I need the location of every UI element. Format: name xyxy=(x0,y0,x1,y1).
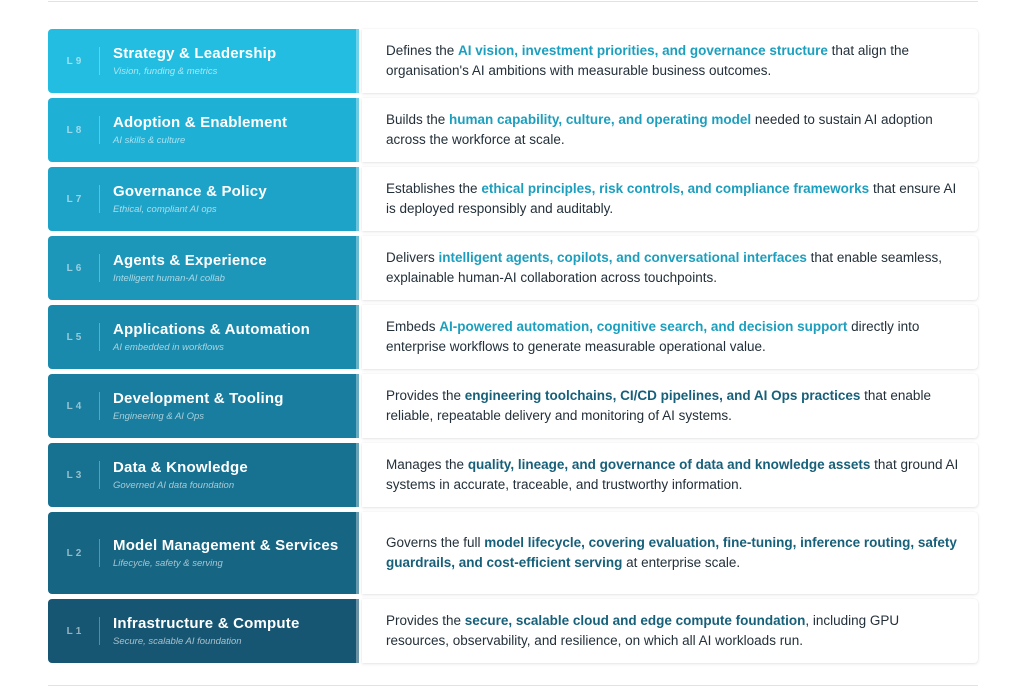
description-highlight: quality, lineage, and governance of data and knowledge assets xyxy=(467,456,871,472)
layer-subtitle: Ethical, compliant AI ops xyxy=(113,204,217,215)
level-badge: L3 xyxy=(66,469,85,481)
layer-l2 xyxy=(48,512,978,594)
description-text: that enable seamless, explainable human-AI collaboration across touchpoints. xyxy=(386,249,942,285)
top-divider xyxy=(48,1,978,2)
layer-label-l6 xyxy=(48,236,359,300)
layer-title: Agents & Experience xyxy=(113,252,267,269)
layer-label-l9 xyxy=(48,29,359,93)
description-text: , including GPU resources, observability, and resilience, on which all AI workloads run. xyxy=(386,612,900,648)
layer-description-l2 xyxy=(362,512,978,594)
layer-subtitle: AI skills & culture xyxy=(113,135,186,146)
layer-l9 xyxy=(48,29,978,93)
layer-subtitle: Lifecycle, safety & serving xyxy=(113,558,223,569)
description-text: that ensure AI is deployed responsibly and auditably. xyxy=(386,180,957,216)
layer-description-l3 xyxy=(362,443,978,507)
layer-l7 xyxy=(48,167,978,231)
description-text: Governs the full xyxy=(386,534,485,550)
layer-label-l5 xyxy=(48,305,359,369)
level-badge: L2 xyxy=(66,547,85,559)
layer-l5 xyxy=(48,305,978,369)
description-highlight: engineering toolchains, CI/CD pipelines, and AI Ops practices xyxy=(464,387,861,403)
layer-title: Model Management & Services xyxy=(113,537,339,554)
layer-subtitle: Engineering & AI Ops xyxy=(113,411,205,422)
description-highlight: AI-powered automation, cognitive search, and decision support xyxy=(439,318,848,334)
description-text: directly into enterprise workflows to generate measurable operational value. xyxy=(386,318,920,354)
layer-title: Applications & Automation xyxy=(113,321,310,338)
level-badge: L8 xyxy=(66,124,85,136)
description-highlight: intelligent agents, copilots, and conversational interfaces xyxy=(438,249,807,265)
description-text: Provides the xyxy=(386,612,465,628)
bottom-divider xyxy=(48,685,978,686)
level-badge: L7 xyxy=(66,193,85,205)
level-badge: L4 xyxy=(66,400,85,412)
layer-description-l6 xyxy=(362,236,978,300)
description-text: Embeds xyxy=(386,318,440,334)
layer-label-l7 xyxy=(48,167,359,231)
description-text: Manages the xyxy=(386,456,468,472)
layer-stack xyxy=(48,29,978,663)
layer-description-l1 xyxy=(362,599,978,663)
layer-subtitle: Secure, scalable AI foundation xyxy=(113,636,242,647)
layer-l4 xyxy=(48,374,978,438)
level-badge: L6 xyxy=(66,262,85,274)
level-badge: L1 xyxy=(66,625,85,637)
layer-subtitle: Intelligent human-AI collab xyxy=(113,273,225,284)
layer-l1 xyxy=(48,599,978,663)
layer-l6 xyxy=(48,236,978,300)
description-text: that align the organisation's AI ambitions with measurable business outcomes. xyxy=(386,42,909,78)
description-text: Delivers xyxy=(386,249,439,265)
description-text: Builds the xyxy=(386,111,450,127)
description-text: that ground AI systems in accurate, traceable, and trustworthy information. xyxy=(386,456,959,492)
layer-title: Governance & Policy xyxy=(113,183,267,200)
layer-label-l8 xyxy=(48,98,359,162)
layer-title: Development & Tooling xyxy=(113,390,284,407)
description-text: needed to sustain AI adoption across the workforce at scale. xyxy=(386,111,933,147)
description-highlight: secure, scalable cloud and edge compute foundation xyxy=(464,612,806,628)
description-text: Establishes the xyxy=(386,180,482,196)
layer-label-l2 xyxy=(48,512,359,594)
level-badge: L9 xyxy=(66,55,85,67)
layer-description-l5 xyxy=(362,305,978,369)
layer-title: Adoption & Enablement xyxy=(113,114,288,131)
layer-label-l4 xyxy=(48,374,359,438)
layer-l3 xyxy=(48,443,978,507)
layer-label-l1 xyxy=(48,599,359,663)
layer-title: Strategy & Leadership xyxy=(113,45,277,62)
description-highlight: model lifecycle, covering evaluation, fine-tuning, inference routing, safety guardrails, and cost-efficient serving xyxy=(386,534,957,570)
layer-description-l9 xyxy=(362,29,978,93)
description-highlight: AI vision, investment priorities, and governance structure xyxy=(458,42,828,58)
description-highlight: ethical principles, risk controls, and compliance frameworks xyxy=(481,180,870,196)
description-text: that enable reliable, repeatable delivery and monitoring of AI systems. xyxy=(386,387,931,423)
layer-description-l7 xyxy=(362,167,978,231)
description-text: Defines the xyxy=(386,42,459,58)
layer-description-l8 xyxy=(362,98,978,162)
layer-l8 xyxy=(48,98,978,162)
layer-title: Data & Knowledge xyxy=(113,459,248,476)
description-text: Provides the xyxy=(386,387,465,403)
description-text: at enterprise scale. xyxy=(622,555,741,570)
level-badge: L5 xyxy=(66,331,85,343)
layer-subtitle: Governed AI data foundation xyxy=(113,480,235,491)
layer-label-l3 xyxy=(48,443,359,507)
description-highlight: human capability, culture, and operating model xyxy=(449,111,752,127)
layer-subtitle: AI embedded in workflows xyxy=(113,342,224,353)
layer-title: Infrastructure & Compute xyxy=(113,615,300,632)
layer-subtitle: Vision, funding & metrics xyxy=(113,66,218,77)
layer-description-l4 xyxy=(362,374,978,438)
